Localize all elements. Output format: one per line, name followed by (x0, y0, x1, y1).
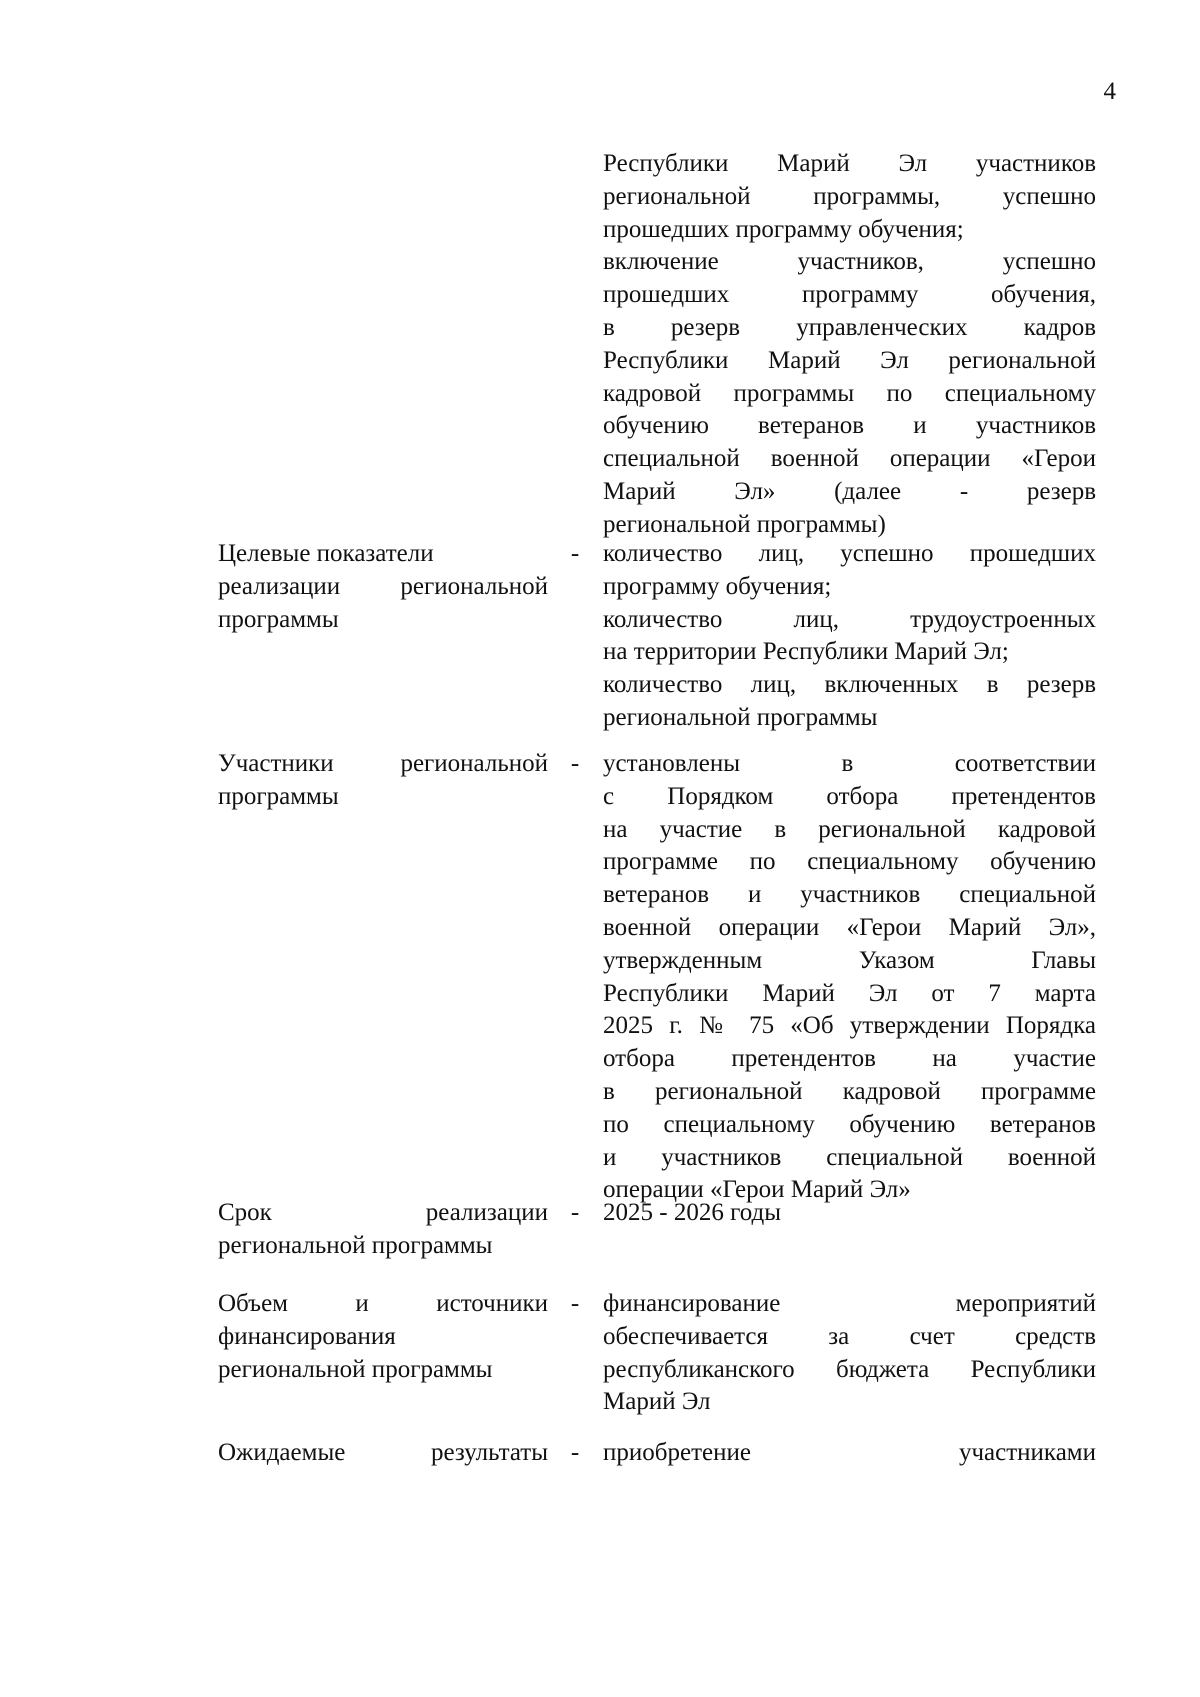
label-line: Участники региональной (218, 750, 548, 777)
value-line: количество лиц, успешно прошедших (603, 540, 1096, 567)
label-line: Срок реализации (218, 1199, 548, 1226)
text-line: в резерв управленческих кадров (603, 313, 1096, 341)
page-number: 4 (1103, 78, 1116, 105)
value-line: по специальному обучению ветеранов (603, 1110, 1096, 1138)
value-line: операции «Герои Марий Эл» (603, 1176, 911, 1204)
value-line: республиканского бюджета Республики (603, 1355, 1096, 1383)
continued-value-text (603, 148, 1096, 542)
text-line: специальной военной операции «Герои (603, 445, 1096, 473)
value-line: приобретение участниками (603, 1439, 1096, 1466)
value-line: на территории Республики Марий Эл; (603, 638, 1009, 666)
dash-separator: - (570, 1290, 580, 1317)
value-line: обеспечивается за счет средств (603, 1322, 1096, 1350)
label-line: программы (218, 605, 339, 633)
section-value (603, 538, 1096, 735)
value-line: 2025 г. № 75 «Об утверждении Порядка (603, 1012, 1096, 1040)
dash-separator: - (570, 1439, 580, 1466)
value-line: ветеранов и участников специальной (603, 881, 1096, 909)
section-value (603, 1437, 1096, 1470)
value-line: количество лиц, включенных в резерв (603, 671, 1096, 699)
section-value (603, 1288, 1096, 1419)
value-line: количество лиц, трудоустроенных (603, 605, 1096, 633)
text-line: региональной программы, успешно (603, 182, 1096, 210)
value-line: Марий Эл (603, 1388, 711, 1416)
dash-separator: - (570, 750, 580, 777)
value-line: региональной программы (603, 703, 878, 731)
text-line: Республики Марий Эл региональной (603, 346, 1096, 374)
text-line: Марий Эл» (далее - резерв (603, 477, 1096, 505)
value-line: отбора претендентов на участие (603, 1045, 1096, 1073)
label-line: финансирования (218, 1322, 396, 1350)
value-line: на участие в региональной кадровой (603, 815, 1096, 843)
text-line: Республики Марий Эл участников (603, 150, 1096, 177)
value-line: военной операции «Герои Марий Эл», (603, 913, 1096, 941)
label-line: Целевые показатели (218, 540, 434, 567)
text-line: включение участников, успешно (603, 248, 1096, 276)
value-line: Республики Марий Эл от 7 марта (603, 979, 1096, 1007)
text-line: региональной программы) (603, 510, 886, 538)
label-line: региональной программы (218, 1231, 493, 1259)
value-line: программу обучения; (603, 572, 832, 600)
section-value (603, 748, 1096, 1207)
text-line: прошедших программу обучения; (603, 215, 964, 243)
dash-separator: - (570, 1199, 580, 1226)
section-value (603, 1197, 1096, 1230)
dash-separator: - (570, 540, 580, 567)
value-line: программе по специальному обучению (603, 848, 1096, 876)
section-label (218, 538, 548, 636)
label-line: программы (218, 782, 339, 810)
value-line: финансирование мероприятий (603, 1290, 1096, 1317)
label-line: Ожидаемые результаты (218, 1439, 548, 1466)
value-line: в региональной кадровой программе (603, 1077, 1096, 1105)
text-line: кадровой программы по специальному (603, 379, 1096, 407)
section-label (218, 748, 548, 814)
section-label (218, 1288, 548, 1386)
value-line: и участников специальной военной (603, 1143, 1096, 1171)
label-line: реализации региональной (218, 572, 548, 600)
text-line: обучению ветеранов и участников (603, 412, 1096, 440)
section-label (218, 1437, 548, 1470)
value-line: 2025 - 2026 годы (603, 1199, 782, 1226)
value-line: установлены в соответствии (603, 750, 1096, 777)
text-line: прошедших программу обучения, (603, 281, 1096, 309)
label-line: Объем и источники (218, 1290, 548, 1317)
value-line: утвержденным Указом Главы (603, 946, 1096, 974)
label-line: региональной программы (218, 1355, 493, 1383)
value-line: с Порядком отбора претендентов (603, 782, 1096, 810)
section-label (218, 1197, 548, 1263)
